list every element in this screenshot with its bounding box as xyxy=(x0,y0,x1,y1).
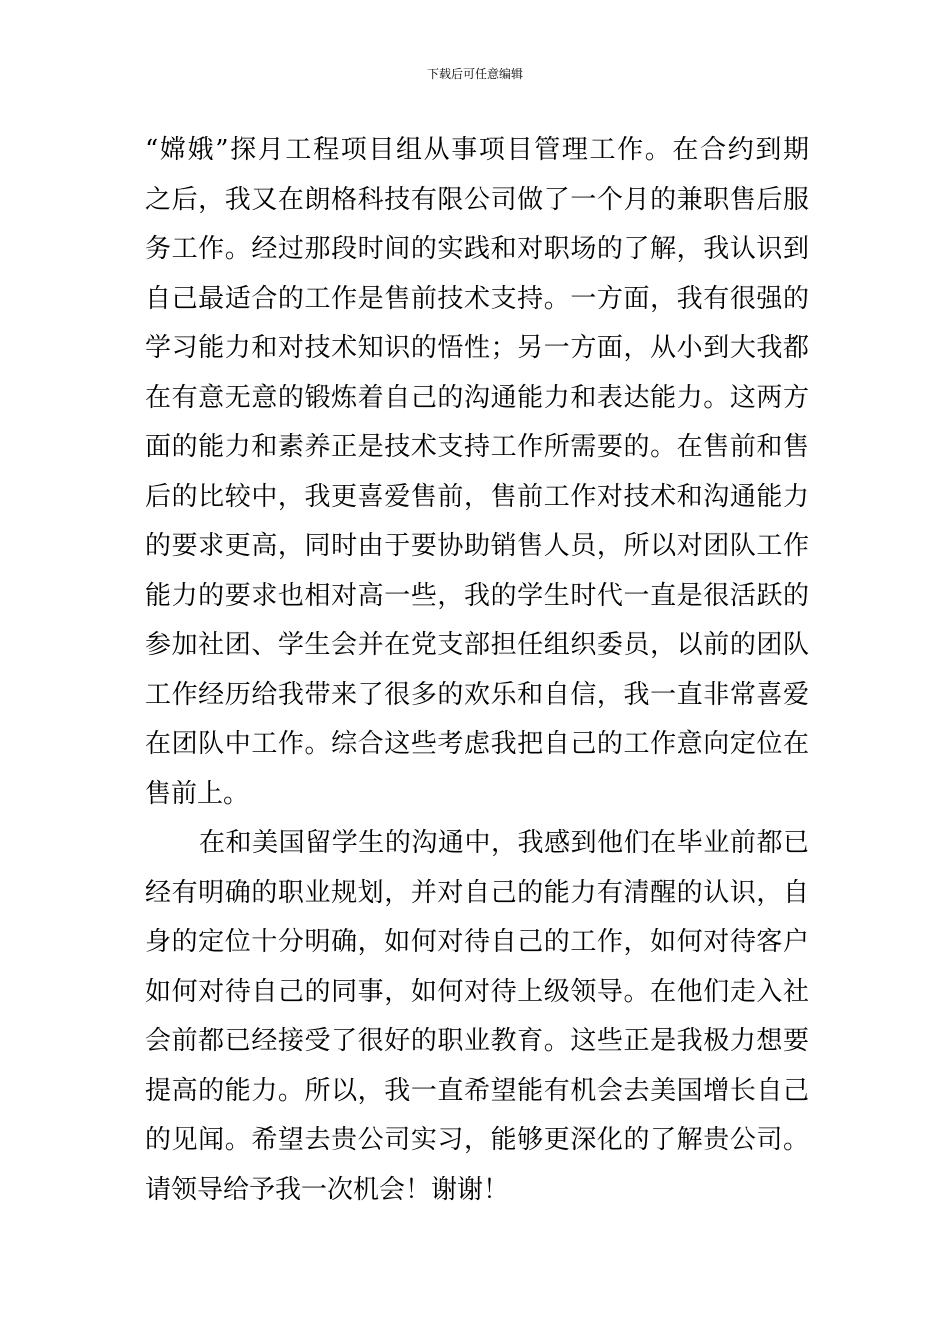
text-line: 经有明确的职业规划，并对自己的能力有清醒的认识，自 xyxy=(145,877,809,908)
text-line: 自己最适合的工作是售前技术支持。一方面，我有很强的 xyxy=(145,283,809,314)
text-line: 参加社团、学生会并在党支部担任组织委员，以前的团队 xyxy=(145,630,809,660)
text-line: 如何对待自己的同事，如何对待上级领导。在他们走入社 xyxy=(145,976,809,1007)
page-header-note: 下载后可任意编辑 xyxy=(426,67,523,81)
text-line: 会前都已经接受了很好的职业教育。这些正是我极力想要 xyxy=(145,1026,809,1056)
text-line: 身的定位十分明确，如何对待自己的工作，如何对待客户 xyxy=(145,927,809,957)
text-line: 请领导给予我一次机会！谢谢！ xyxy=(145,1174,510,1205)
text-line: 的见闻。希望去贵公司实习，能够更深化的了解贵公司。 xyxy=(145,1125,809,1155)
text-line: 之后，我又在朗格科技有限公司做了一个月的兼职售后服 xyxy=(145,184,809,215)
text-line: “嫦娥”探月工程项目组从事项目管理工作。在合约到期 xyxy=(145,135,809,165)
text-line: 能力的要求也相对高一些，我的学生时代一直是很活跃的 xyxy=(145,580,809,611)
letter-body xyxy=(145,126,809,1215)
text-line: 在和美国留学生的沟通中，我感到他们在毕业前都已 xyxy=(199,828,809,858)
text-line: 务工作。经过那段时间的实践和对职场的了解，我认识到 xyxy=(145,234,809,264)
text-line: 售前上。 xyxy=(145,778,250,809)
text-line: 学习能力和对技术知识的悟性；另一方面，从小到大我都 xyxy=(145,333,809,363)
paragraph-internship-request xyxy=(145,819,809,1215)
text-line: 在团队中工作。综合这些考虑我把自己的工作意向定位在 xyxy=(145,729,809,759)
text-line: 工作经历给我带来了很多的欢乐和自信，我一直非常喜爱 xyxy=(145,679,809,710)
text-line: 的要求更高，同时由于要协助销售人员，所以对团队工作 xyxy=(145,531,809,561)
text-line: 后的比较中，我更喜爱售前，售前工作对技术和沟通能力 xyxy=(145,481,809,512)
text-line: 在有意无意的锻炼着自己的沟通能力和表达能力。这两方 xyxy=(145,382,809,413)
text-line: 提高的能力。所以，我一直希望能有机会去美国增长自己 xyxy=(145,1075,809,1106)
paragraph-career-choice xyxy=(145,126,809,819)
text-line: 面的能力和素养正是技术支持工作所需要的。在售前和售 xyxy=(145,432,809,462)
